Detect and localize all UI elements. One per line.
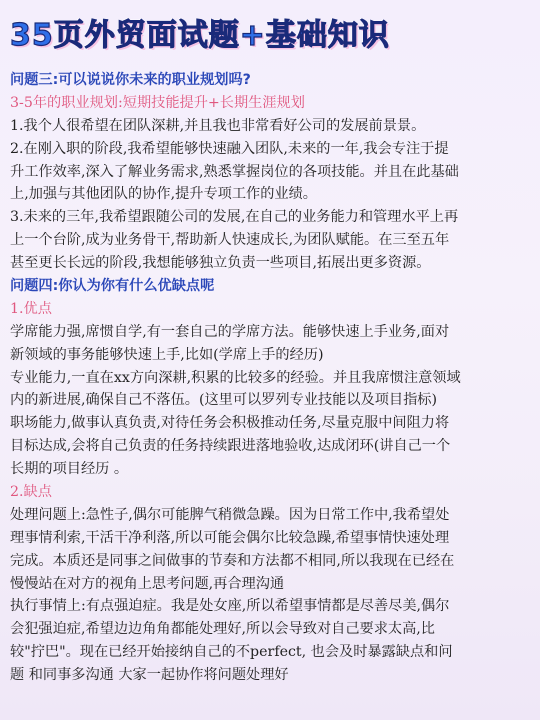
paragraph-line: 完成。本质还是同事之间做事的节奏和方法都不相同,所以我现在已经在: [10, 552, 455, 569]
section-subheading: 1.优点: [10, 300, 52, 317]
paragraph-line: 长期的项目经历 。: [10, 461, 129, 478]
paragraph-line: 内的新进展,确保自己不落伍。(这里可以罗列专业技能以及项目指标): [10, 392, 438, 409]
paragraph-line: 执行事情上:有点强迫症。我是处女座,所以希望事情都是尽善尽美,偶尔: [10, 598, 450, 615]
paragraph-line: 1.我个人很希望在团队深耕,并且我也非常看好公司的发展前景景。: [10, 117, 426, 134]
paragraph-line: 慢慢站在对方的视角上思考问题,再合理沟通: [10, 575, 285, 592]
question-heading: 问题三:可以说说你未来的职业规划吗?: [10, 72, 251, 88]
paragraph-line: 新领域的事务能够快速上手,比如(学席上手的经历): [10, 346, 324, 363]
paragraph-line: 理事情利索,干活干净利落,所以可能会偶尔比较急躁,希望事情快速处理: [10, 529, 450, 546]
paragraph-line: 2.在刚入职的阶段,我希望能够快速融入团队,未来的一年,我会专注于提: [10, 140, 449, 157]
paragraph-line: 上,加强与其他团队的协作,提升专项工作的业绩。: [10, 186, 317, 203]
paragraph-line: 上一个台阶,成为业务骨干,帮助新人快速成长,为团队赋能。在三至五年: [10, 232, 450, 249]
section-subheading: 2.缺点: [10, 484, 52, 501]
header: [10, 14, 390, 60]
page-title: 35页外贸面试题+基础知识: [10, 18, 390, 53]
paragraph-line: 会犯强迫症,希望边边角角都能处理好,所以会导致对自己要求太高,比: [10, 621, 435, 638]
section-subheading: 3-5年的职业规划:短期技能提升+长期生涯规划: [10, 94, 305, 111]
paragraph-line: 甚至更长长远的阶段,我想能够独立负责一些项目,拓展出更多资源。: [10, 255, 431, 272]
document-body: [10, 69, 532, 687]
paragraph-line: 3.未来的三年,我希望跟随公司的发展,在自己的业务能力和管理水平上再: [10, 209, 459, 226]
paragraph-line: 专业能力,一直在xx方向深耕,积累的比较多的经验。并且我席惯注意领域: [10, 369, 461, 386]
paragraph-line: 较"拧巴"。现在已经开始接纳自己的不perfect, 也会及时暴露缺点和问: [10, 644, 453, 661]
paragraph-line: 目标达成,会将自己负责的任务持续跟进落地验收,达成闭环(讲自己一个: [10, 438, 451, 455]
paragraph-line: 题 和同事多沟通 大家一起协作将问题处理好: [10, 667, 289, 684]
paragraph-line: 升工作效率,深入了解业务需求,熟悉掌握岗位的各项技能。并且在此基础: [10, 163, 459, 180]
paragraph-line: 职场能力,做事认真负责,对待任务会积极推动任务,尽量克服中间阻力将: [10, 415, 450, 432]
question-heading: 问题四:你认为你有什么优缺点呢: [10, 278, 215, 295]
paragraph-line: 学席能力强,席惯自学,有一套自己的学席方法。能够快速上手业务,面对: [10, 323, 450, 340]
paragraph-line: 处理问题上:急性子,偶尔可能脾气稍微急躁。因为日常工作中,我希望处: [10, 506, 450, 523]
